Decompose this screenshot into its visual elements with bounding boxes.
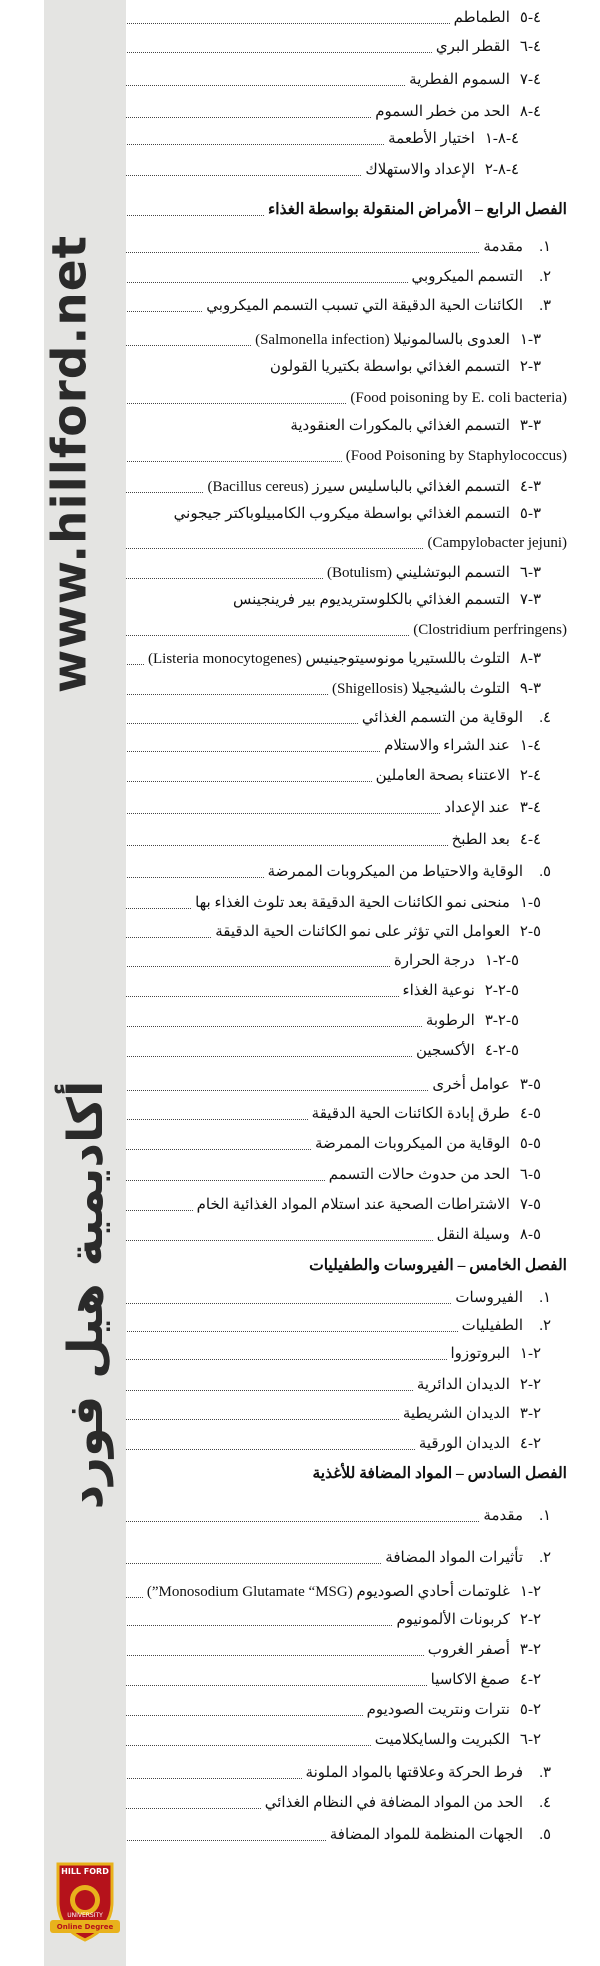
toc-entry-number: ١. xyxy=(539,1290,551,1306)
toc-entry-label: الحد من خطر السموم xyxy=(375,104,510,120)
toc-entry-label: عند الشراء والاستلام xyxy=(384,738,510,754)
toc-entry-number: ٢-١ xyxy=(519,1584,541,1600)
toc-leader-dots xyxy=(126,1209,193,1211)
toc-entry[interactable] xyxy=(126,237,551,257)
toc-entry-label: الوقاية والاحتياط من الميكروبات الممرضة xyxy=(267,864,523,880)
toc-entry-label: التسمم الميكروبي xyxy=(411,269,523,285)
toc-entry-number: ٤-٨ xyxy=(519,104,541,120)
toc-entry-number: ٣-٥ xyxy=(519,506,541,522)
toc-entry-label: الديدان الورقية xyxy=(418,1436,510,1452)
toc-entry[interactable] xyxy=(270,357,541,377)
toc-entry-number: ٤-١ xyxy=(519,738,541,754)
toc-entry-label: التسمم الغذائي بالكلوستريديوم بير فرينجينس xyxy=(232,592,510,608)
toc-leader-dots xyxy=(126,1654,424,1656)
toc-entry-number: ٥-٨ xyxy=(519,1227,541,1243)
toc-entry-label: الاشتراطات الصحية عند استلام المواد الغذائية الخام xyxy=(196,1197,510,1213)
toc-entry[interactable] xyxy=(126,1375,541,1395)
toc-entry-number: ٢-٢ xyxy=(519,1377,541,1393)
hill-ford-logo xyxy=(44,1858,126,1946)
toc-entry-label: غلوتمات أحادي الصوديوم (Monosodium Glutamate “MSG”) xyxy=(146,1584,510,1600)
toc-entry-number: ٥-٦ xyxy=(519,1167,541,1183)
toc-entry-number: ٢-٢ xyxy=(519,1612,541,1628)
toc-entry-number: ٣-٤ xyxy=(519,479,541,495)
toc-entry[interactable] xyxy=(126,1670,541,1690)
toc-entry-label: التسمم الغذائي بواسطة ميكروب الكامبيلوباكتر جيجوني xyxy=(173,506,510,522)
toc-entry-number: ٥-٥ xyxy=(519,1136,541,1152)
toc-entry-number: ٢-١ xyxy=(519,1346,541,1362)
toc-entry-label: الاعتناء بصحة العاملين xyxy=(375,768,510,784)
toc-chapter-heading[interactable] xyxy=(313,1464,568,1484)
toc-entry-label: مقدمة xyxy=(483,1508,523,1524)
toc-entry-label: العدوى بالسالمونيلا (Salmonella infection) xyxy=(255,332,510,348)
toc-entry[interactable] xyxy=(126,160,519,180)
toc-leader-dots xyxy=(126,22,450,24)
toc-entry[interactable] xyxy=(126,70,541,90)
toc-entry-number: ٣. xyxy=(539,1765,551,1781)
toc-entry-number: ٥-٢ xyxy=(519,924,541,940)
toc-leader-dots xyxy=(126,214,264,216)
toc-entry-number: ٣-٣ xyxy=(519,418,541,434)
toc-entry-number: ٤-٦ xyxy=(519,39,541,55)
toc-entry[interactable] xyxy=(126,1075,541,1095)
toc-entry-number: ٤-٨-٢ xyxy=(484,162,519,178)
toc-entry-label: الوقاية من الميكروبات الممرضة xyxy=(314,1136,510,1152)
toc-entry-number: ٥-٢-١ xyxy=(484,953,519,969)
toc-entry-label: عوامل أخرى xyxy=(432,1077,510,1093)
toc-entry-label: فرط الحركة وعلاقتها بالمواد الملونة xyxy=(305,1765,523,1781)
toc-entry-label: البروتوزوا xyxy=(450,1346,510,1362)
toc-entry-label: السموم الفطرية xyxy=(409,72,510,88)
toc-entry-number: ٥-٢-٤ xyxy=(484,1043,519,1059)
toc-leader-dots xyxy=(126,1684,427,1686)
toc-entry-label: الحد من حدوث حالات التسمم xyxy=(328,1167,510,1183)
toc-leader-dots xyxy=(126,780,372,782)
toc-leader-dots xyxy=(126,1714,363,1716)
toc-leader-dots xyxy=(126,491,203,493)
toc-entry-label: الفيروسات xyxy=(455,1290,523,1306)
toc-entry-number: ٥. xyxy=(539,1827,551,1843)
toc-leader-dots xyxy=(126,844,448,846)
toc-leader-dots xyxy=(126,1596,143,1598)
toc-entry[interactable] xyxy=(126,267,551,287)
toc-leader-dots xyxy=(126,310,202,312)
toc-entry[interactable] xyxy=(126,129,519,149)
toc-entry[interactable] xyxy=(233,590,541,610)
toc-leader-dots xyxy=(126,1330,458,1332)
toc-entry-label: الطماطم xyxy=(453,10,510,26)
toc-leader-dots xyxy=(126,907,191,909)
toc-entry[interactable] xyxy=(126,1225,541,1245)
toc-entry[interactable] xyxy=(126,1506,551,1526)
toc-entry-number: ٥. xyxy=(539,864,551,880)
toc-entry-number: ٥-٢-٣ xyxy=(484,1013,519,1029)
toc-entry-number: ٢-٣ xyxy=(519,1642,541,1658)
toc-entry-label: الديدان الدائرية xyxy=(416,1377,510,1393)
toc-entry[interactable] xyxy=(126,1195,541,1215)
toc-entry[interactable] xyxy=(126,563,541,583)
toc-leader-dots xyxy=(126,812,440,814)
toc-entry-label: التسمم البوتشليني (Botulism) xyxy=(326,565,510,581)
toc-leader-dots xyxy=(126,577,323,579)
toc-entry-label: الأكسجين xyxy=(415,1043,475,1059)
toc-leader-dots xyxy=(126,936,211,938)
toc-entry[interactable] xyxy=(126,296,551,316)
toc-leader-dots xyxy=(126,1562,381,1564)
toc-entry-label: (Campylobacter jejuni) xyxy=(427,535,567,551)
toc-entry-label: الكائنات الحية الدقيقة التي تسبب التسمم الميكروبي xyxy=(206,298,523,314)
toc-entry[interactable] xyxy=(126,1610,541,1630)
toc-entry[interactable] xyxy=(126,1640,541,1660)
toc-leader-dots xyxy=(126,1389,413,1391)
toc-leader-dots xyxy=(126,1239,433,1241)
toc-leader-dots xyxy=(126,1520,479,1522)
toc-entry[interactable] xyxy=(126,1316,551,1336)
toc-entry-label: بعد الطبخ xyxy=(451,832,510,848)
toc-entry[interactable] xyxy=(126,1582,541,1602)
toc-entry-label: عند الإعداد xyxy=(444,800,510,816)
toc-leader-dots xyxy=(126,1807,261,1809)
toc-entry-number: ٣-٩ xyxy=(519,681,541,697)
toc-entry[interactable] xyxy=(126,830,541,850)
toc-entry-number: ٣-٨ xyxy=(519,651,541,667)
toc-leader-dots xyxy=(126,1148,311,1150)
toc-entry-number: ٢. xyxy=(539,269,551,285)
toc-entry[interactable] xyxy=(126,1165,541,1185)
toc-leader-dots xyxy=(126,1055,412,1057)
toc-entry-label: منحنى نمو الكائنات الحية الدقيقة بعد تلوث الغذاء بها xyxy=(195,895,510,911)
toc-entry[interactable] xyxy=(126,766,541,786)
toc-entry-number: ٤-٨-١ xyxy=(484,131,519,147)
toc-entry[interactable] xyxy=(126,330,541,350)
toc-leader-dots xyxy=(126,460,342,462)
toc-entry-number: ٤-٥ xyxy=(519,10,541,26)
toc-entry[interactable] xyxy=(126,1011,519,1031)
toc-entry[interactable] xyxy=(126,477,541,497)
toc-leader-dots xyxy=(126,1777,302,1779)
toc-entry-number: ٥-٧ xyxy=(519,1197,541,1213)
toc-entry-number: ٢-٦ xyxy=(519,1732,541,1748)
toc-entry-label: تأثيرات المواد المضافة xyxy=(385,1550,523,1566)
toc-entry[interactable] xyxy=(126,1825,551,1845)
toc-entry-number: ٤-٧ xyxy=(519,72,541,88)
toc-entry[interactable] xyxy=(126,1404,541,1424)
toc-entry-label: التلوث بالشيجيلا (Shigellosis) xyxy=(332,681,510,697)
toc-entry-number: ٤-٤ xyxy=(519,832,541,848)
toc-entry-number: ٢. xyxy=(539,1550,551,1566)
toc-entry-number: ٢. xyxy=(539,1318,551,1334)
toc-entry-label: القطر البري xyxy=(435,39,510,55)
brand-arabic-watermark xyxy=(58,1080,114,1510)
toc-leader-dots xyxy=(126,1744,371,1746)
toc-entry[interactable] xyxy=(174,504,541,524)
toc-leader-dots xyxy=(126,174,361,176)
toc-entry-number: ٣-٢ xyxy=(519,359,541,375)
toc-entry-label: طرق إبادة الكائنات الحية الدقيقة xyxy=(311,1106,510,1122)
toc-entry-label: (Food poisoning by E. coli bacteria) xyxy=(350,390,567,406)
toc-leader-dots xyxy=(126,344,251,346)
toc-entry-label: درجة الحرارة xyxy=(393,953,475,969)
brand-url-watermark xyxy=(42,234,98,694)
toc-entry-number: ٤. xyxy=(539,1795,551,1811)
toc-leader-dots xyxy=(126,1302,451,1304)
toc-leader-dots xyxy=(126,1118,308,1120)
toc-entry-label: التسمم الغذائي بواسطة بكتيريا القولون xyxy=(269,359,510,375)
toc-entry-number: ٤-٣ xyxy=(519,800,541,816)
toc-entry[interactable] xyxy=(126,1730,541,1750)
toc-leader-dots xyxy=(126,693,328,695)
toc-entry-number: ٤-٢ xyxy=(519,768,541,784)
toc-leader-dots xyxy=(126,1839,326,1841)
toc-entry-number: ١. xyxy=(539,1508,551,1524)
toc-leader-dots xyxy=(126,750,380,752)
toc-entry-label: الوقاية من التسمم الغذائي xyxy=(361,710,523,726)
toc-entry-label: صمغ الاكاسيا xyxy=(430,1672,510,1688)
toc-entry-number: ٢-٤ xyxy=(519,1436,541,1452)
toc-entry[interactable] xyxy=(126,446,567,466)
toc-entry-number: ٣. xyxy=(539,298,551,314)
toc-entry-number: ٢-٥ xyxy=(519,1702,541,1718)
toc-leader-dots xyxy=(126,1448,415,1450)
toc-entry[interactable] xyxy=(290,416,541,436)
toc-leader-dots xyxy=(126,965,390,967)
toc-entry-label: اختيار الأطعمة xyxy=(388,131,475,147)
toc-entry[interactable] xyxy=(126,922,541,942)
toc-entry[interactable] xyxy=(126,679,541,699)
toc-entry[interactable] xyxy=(126,1434,541,1454)
brand-url-text: www.hillford.net xyxy=(42,234,98,694)
toc-entry-label: نوعية الغذاء xyxy=(402,983,475,999)
toc-leader-dots xyxy=(126,663,144,665)
toc-chapter-heading[interactable] xyxy=(309,1256,567,1276)
toc-entry[interactable] xyxy=(126,37,541,57)
toc-entry[interactable] xyxy=(126,102,541,122)
toc-entry-number: ٥-٣ xyxy=(519,1077,541,1093)
toc-entry[interactable] xyxy=(126,736,541,756)
toc-entry-label: أصفر الغروب xyxy=(427,1642,510,1658)
toc-leader-dots xyxy=(126,1418,399,1420)
toc-leader-dots xyxy=(126,1358,447,1360)
toc-entry[interactable] xyxy=(126,1548,551,1568)
toc-entry[interactable] xyxy=(126,8,541,28)
toc-leader-dots xyxy=(126,251,479,253)
toc-entry-label: (Food Poisoning by Staphylococcus) xyxy=(345,448,567,464)
toc-entry[interactable] xyxy=(126,951,519,971)
toc-entry[interactable] xyxy=(126,1288,551,1308)
toc-leader-dots xyxy=(126,722,358,724)
toc-entry-label: الفصل الخامس – الفيروسات والطفيليات xyxy=(309,1257,567,1274)
toc-entry-label: الفصل الرابع – الأمراض المنقولة بواسطة الغذاء xyxy=(268,201,567,218)
toc-entry[interactable] xyxy=(126,620,567,640)
toc-entry-label: الرطوبة xyxy=(425,1013,475,1029)
toc-leader-dots xyxy=(126,51,432,53)
logo-middle-text: UNIVERSITY xyxy=(67,1912,103,1919)
table-of-contents xyxy=(126,0,571,1966)
toc-entry-label: الحد من المواد المضافة في النظام الغذائي xyxy=(264,1795,523,1811)
brand-arabic-text: أكاديمية هيل فورد xyxy=(58,1080,114,1510)
toc-entry-label: التسمم الغذائي بالباسليس سيرز (Bacillus cereus) xyxy=(207,479,510,495)
toc-leader-dots xyxy=(126,995,399,997)
toc-entry-label: الديدان الشريطية xyxy=(402,1406,510,1422)
logo-top-text: HILL FORD xyxy=(61,1867,109,1876)
toc-entry[interactable] xyxy=(126,798,541,818)
toc-entry-number: ٥-٢-٢ xyxy=(484,983,519,999)
toc-entry[interactable] xyxy=(126,1793,551,1813)
toc-leader-dots xyxy=(126,1089,428,1091)
toc-leader-dots xyxy=(126,876,264,878)
toc-entry-number: ٣-٧ xyxy=(519,592,541,608)
toc-entry[interactable] xyxy=(126,1134,541,1154)
toc-entry-label: التسمم الغذائي بالمكورات العنقودية xyxy=(290,418,510,434)
toc-entry-label: التلوث باللستيريا مونوسيتوجينيس (Listeria monocytogenes) xyxy=(148,651,510,667)
toc-entry[interactable] xyxy=(126,981,519,1001)
toc-leader-dots xyxy=(126,634,409,636)
toc-chapter-heading[interactable] xyxy=(126,200,567,220)
toc-entry-label: العوامل التي تؤثر على نمو الكائنات الحية الدقيقة xyxy=(215,924,510,940)
toc-entry-label: الإعداد والاستهلاك xyxy=(365,162,475,178)
toc-leader-dots xyxy=(126,1624,392,1626)
toc-leader-dots xyxy=(126,281,408,283)
toc-entry-label: الجهات المنظمة للمواد المضافة xyxy=(329,1827,523,1843)
toc-entry-number: ٣-٦ xyxy=(519,565,541,581)
toc-entry[interactable] xyxy=(126,388,567,408)
toc-entry-label: مقدمة xyxy=(483,239,523,255)
toc-leader-dots xyxy=(126,402,346,404)
toc-entry-label: الطفيليات xyxy=(461,1318,523,1334)
toc-leader-dots xyxy=(126,1025,422,1027)
toc-entry-label: الكبريت والسايكلاميت xyxy=(374,1732,510,1748)
toc-entry-label: الفصل السادس – المواد المضافة للأغذية xyxy=(312,1465,567,1482)
toc-entry-label: وسيلة النقل xyxy=(436,1227,510,1243)
toc-entry[interactable] xyxy=(126,1104,541,1124)
toc-entry-number: ٥-١ xyxy=(519,895,541,911)
toc-entry-number: ٣-١ xyxy=(519,332,541,348)
toc-entry[interactable] xyxy=(126,1344,541,1364)
toc-entry[interactable] xyxy=(126,649,541,669)
toc-entry[interactable] xyxy=(126,1763,551,1783)
toc-leader-dots xyxy=(126,84,405,86)
toc-entry[interactable] xyxy=(126,862,551,882)
toc-leader-dots xyxy=(126,116,371,118)
toc-leader-dots xyxy=(126,143,384,145)
logo-bottom-text: Online Degree xyxy=(56,1923,114,1931)
toc-entry-label: نترات ونتريت الصوديوم xyxy=(366,1702,510,1718)
toc-entry-label: كربونات الألمونيوم xyxy=(396,1612,510,1628)
toc-entry-number: ٢-٤ xyxy=(519,1672,541,1688)
toc-leader-dots xyxy=(126,547,423,549)
toc-entry[interactable] xyxy=(126,708,551,728)
toc-entry-number: ٤. xyxy=(539,710,551,726)
hill-ford-logo-icon xyxy=(44,1858,126,1946)
toc-entry-number: ٥-٤ xyxy=(519,1106,541,1122)
toc-entry-label: (Clostridium perfringens) xyxy=(413,622,567,638)
toc-entry[interactable] xyxy=(126,1041,519,1061)
toc-entry[interactable] xyxy=(126,533,567,553)
toc-leader-dots xyxy=(126,1179,325,1181)
toc-entry-number: ١. xyxy=(539,239,551,255)
toc-entry[interactable] xyxy=(126,893,541,913)
toc-entry[interactable] xyxy=(126,1700,541,1720)
toc-entry-number: ٢-٣ xyxy=(519,1406,541,1422)
